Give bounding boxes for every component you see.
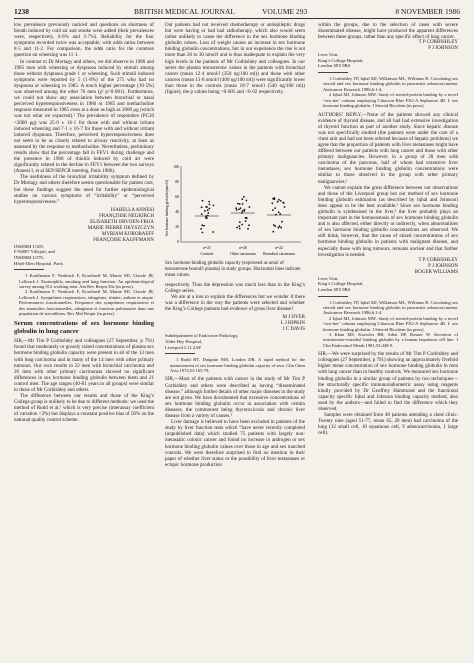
paragraph: low prevalence previously noticed and questions on shortness of breath induced by cold air and smoke were added (their prevalences were, respectively, 0·6% and 3·7%). Reliability for the four symptoms recorded twice was acceptable, with odds ratios between 8·5 and 11·2. For comparison, the odds ratio for the common question on wheezing was 11·1. xyxy=(14,22,154,59)
scatter-point xyxy=(203,225,205,227)
reference-item: 2 Iqbal MJ, Johnson MW. Study of steroid-protein binding by a novel ‘two-tier’ column employing Cibacron Blue F3G-A Sepharose 4B. I: sex hormone binding globulin. J Steroid Biochem (in press). xyxy=(323,315,458,332)
y-tick-label: 100 xyxy=(173,165,179,169)
scatter-point xyxy=(200,228,202,230)
scatter-point xyxy=(207,209,209,211)
scatter-point xyxy=(279,225,281,227)
scatter-point xyxy=(238,225,240,227)
scatter-point xyxy=(273,197,275,199)
scatter-point xyxy=(281,221,283,223)
scatter-point xyxy=(241,224,243,226)
paragraph: respectively. Thus the depression was much less than in the King’s College series. xyxy=(165,282,305,295)
scatter-point xyxy=(274,207,276,209)
y-tick-label: 60 xyxy=(175,195,179,199)
journal-title: BRITISH MEDICAL JOURNAL xyxy=(134,7,235,16)
group-label: Controls xyxy=(200,252,214,256)
scatter-point xyxy=(246,200,248,202)
scatter-point xyxy=(201,206,203,208)
scatter-point xyxy=(201,213,203,215)
column-middle-bottom xyxy=(165,282,305,658)
reference-item: 3 Khan MS, Knowles BB, Aden DP, Rosner W. Secretion of testosterone-estradiol binding globulin by a human hepatoma cell line. J Clin Endocrinol Metab 1981;53:448-9. xyxy=(323,331,458,348)
scatter-point xyxy=(249,206,251,208)
scatter-point xyxy=(241,198,243,200)
scatter-point xyxy=(205,206,207,208)
scatter-point xyxy=(242,203,244,205)
scatter-point xyxy=(273,224,275,226)
scatter-point xyxy=(202,200,204,202)
paragraph: Liver damage is believed to have been excluded in patients of the study by liver function tests which “have never recently completed (unpublished data) which studied 75 patients with largely non-metastatic colonic cancer and found no increase in androgen or sex hormone binding globulin values over those in age and sex matched controls. We were therefore surprised to find no mention in their paper of whether liver status or the possibility of liver metastases or ectopic hormone production xyxy=(165,419,305,468)
scatter-point xyxy=(204,210,206,212)
scatter-point xyxy=(278,227,280,229)
author-affiliation: INSERM U169, F-94807 Villejuif, and INSERM U179, Hôtel-Dieu Hospital, Paris xyxy=(14,243,63,266)
paragraph: SIR,—Most of the patients with cancer in the study of Mr Tim P Corbishley and others were described as having “disseminated disease,” although further details of other major diseases in the study are not given. We have documented that excessive concentrations of sex hormone binding globulin occur in association with certain diseases, the commonest being thyrotoxicosis and chronic liver disease from a variety of causes.¹ xyxy=(165,376,305,420)
scatter-point xyxy=(207,212,209,214)
author-affiliation: Liver Unit, King’s College Hospital, London SE5 9RS xyxy=(318,52,364,69)
reference-item: 1 Corbishley TP, Iqbal MJ, Wilkinson ML, Williams R. Circulating sex steroid and sex hormone binding globulin in pancreatic adenocarcinoma. Anticancer Research 1986;6:1-4. xyxy=(323,76,458,92)
y-tick-label: 40 xyxy=(175,210,179,214)
scatter-point xyxy=(272,209,274,211)
column-right xyxy=(318,22,458,658)
scatter-point xyxy=(236,209,238,211)
paragraph: Our patients had not received chemotherapy or antiepileptic drugs but were having or had had radiotherapy, which also would seem rather unlikely to cause the difference in the sex hormone binding globulin values. Loss of weight causes an increase in sex hormone binding globulin concentrations, but in our experience the rise is not more than 20 to 30 nmol/l and is thus inadequate to explain the very high levels in the patients of Mr Corbishley and colleagues. In our series the plasma testosterone values in the patients with bronchial cancer (mean 12·4 nmol/l (358 ng/100 ml)) and those with other cancers (mean 13·8 nmol/l (400 ng/100 ml)) were significantly lower than those in the controls (mean 18·7 nmol/l (540 ng/100 ml)) (figure), the p values being <0·005 and <0·02 respectively. xyxy=(165,22,305,96)
scatter-point xyxy=(278,199,280,201)
letter-heading: Serum concentrations of sex hormone binding globulin in lung cancer xyxy=(14,320,154,335)
scatter-point xyxy=(280,200,282,202)
paragraph: We cannot explain the great difference between our observations and those of the Liverpool group but our method of sex hormone binding globulin estimation (as described by Iqbal and Johnson) does appear to be the best available.² Since sex hormone binding globulin is synthesised in the liver,³ the liver probably plays an important part in the homoeostasis of sex hormone binding globulin and is also affected, either directly or indirectly, when abnormalities of sex hormone binding globulin concentrations are observed. We still think, however, that the cause of raised concentrations of sex hormone binding globulin in patients with malignant disease, and especially those with lung tumours, remains unclear and that further investigation is needed. xyxy=(318,184,458,258)
paragraph: Samples were obtained from 48 patients attending a chest clinic. Twenty nine (aged 51-77, mean 65, 20 men) had carcinoma of the lung (12 small cell, 10 squamous cell, 9 adenocarcinoma, 1 large cell). xyxy=(318,412,458,437)
scatter-point xyxy=(282,202,284,204)
reference-item: 1 Kauffmann F, Neukirch F, Korobaeff M, Marne MJ, Claude JR, Lellouch J. Eosinophils, smoking and lung function. An epidemiological survey among 912 working men. Am Rev Respir Dis (in press). xyxy=(19,273,154,289)
column-middle-top xyxy=(165,22,305,160)
figure-plot xyxy=(165,160,305,256)
scatter-point xyxy=(240,207,242,209)
scatter-point xyxy=(239,203,241,205)
scatter-point xyxy=(238,209,240,211)
journal-volume: VOLUME 293 xyxy=(262,7,308,16)
paragraph: We are at a loss to explain the differences but we wonder if there was a difference in the way the patients were selected and whether the King’s College patients had evidence of gross liver disease? xyxy=(165,294,305,313)
scatter-point xyxy=(274,225,276,227)
group-n-label: n=21 xyxy=(203,246,211,250)
paragraph: SIR,—We were surprised by the results of Mr Tim P Corbishley and colleagues (27 September, p 791) showing an approximately fivefold higher mean concentration of sex hormone binding globulin in men with lung cancer than in healthy controls. We measured sex hormone binding globulin in a similar group of patients by two techniques—the structurally specific immunoradiometric assay using reagents kindly provided by Dr Geoffrey Hammond and the functional capacity specific Iqbal and Johnson binding capacity method, also used by the authors—and failed to find the difference which they observed. xyxy=(318,351,458,413)
scatter-point xyxy=(202,232,204,234)
reference-item: 1 Corbishley TP, Iqbal MJ, Wilkinson ML, Williams R. Circulating sex steroid and sex hormone binding globulin in pancreatic adenocarcinoma. Anticancer Research 1986;6:1-4. xyxy=(323,299,458,316)
scatter-point xyxy=(205,217,207,219)
group-label: Bronchial carcinoma xyxy=(263,252,295,256)
y-tick-label: 0 xyxy=(177,240,179,244)
author-signature: ISABELLA ANNESI FRANÇOISE NEUKIRCH ELISABETH ORVOEN-FRIJA MARIE PIERRE OKYSZCZYN MYRIAM KOROBAEFF FRANÇOISE KAUFFMANN xyxy=(87,207,154,243)
scatter-point xyxy=(248,224,250,226)
paragraph: The usefulness of the bronchial irritability symptom defined by Dr Mortagy and others therefore seems questionable for patient care, but these findings suggest the need for further epidemiological studies on various symptoms of “irritability” or “perceived hyperresponsiveness.” xyxy=(14,174,154,205)
author-signature: T P CORBISHLEY P J JOHNSON ROGER WILLIAMS xyxy=(414,257,458,275)
paragraph: within the groups, due to the selection of cases with severe disseminated disease, might have produced the apparent differences between these groups, rather than any specific effect of lung cancer. xyxy=(318,22,458,41)
scatter-point xyxy=(201,224,203,226)
author-signature: M J DYER L J HIPKIN J C DAVIS xyxy=(280,315,305,333)
scatter-point xyxy=(239,221,241,223)
scatter-point xyxy=(235,207,237,209)
scatter-point xyxy=(209,204,211,206)
group-n-label: n=26 xyxy=(239,246,247,250)
issue-date: 8 NOVEMBER 1986 xyxy=(395,7,460,16)
scatter-point xyxy=(284,206,286,208)
scatter-point xyxy=(212,231,214,233)
y-tick-label: 20 xyxy=(175,225,179,229)
scatter-point xyxy=(209,208,211,210)
column-left xyxy=(14,22,154,658)
reference-item: 1 Rudd BT, Duignan NM, London DR. A rapid method for the measurement of sex hormone binding globulin capacity of sera. Clin Chim Acta 1974;55:165-78. xyxy=(170,357,305,374)
scatter-point xyxy=(246,217,248,219)
group-label: Other carcinoma xyxy=(230,252,256,256)
scatter-point xyxy=(279,213,281,215)
scatter-point xyxy=(247,228,249,230)
scatter-figure xyxy=(165,160,305,278)
author-affiliation: Subdepartment of Endocrine Pathology, Alder Hey Hospital, Liverpool L12 2AP xyxy=(165,333,239,350)
author-affiliation: Liver Unit, King’s College Hospital, London SE5 9RS xyxy=(318,275,364,292)
reference-item: 2 Kauffmann F, Neukirch F, Korobaeff M, Marne MJ, Claude JR, Lellouch J. Symptômes respiratoires, tabagisme, rhinite, asthme et atopie. Performances fonctionnelles. Fréquence des symptômes respiratoires et des anomalies fonctionnelles, tabagisme et fonction pulmonaire dans une population de travailleurs. Rev Mal Respir (in press). xyxy=(19,289,154,317)
paragraph: SIR,—Mr Tim P Corbishley and colleagues (27 September, p 791) found that moderately or grossly raised concentrations of plasma sex hormone binding globulin capacity were present in all of the 13 men with lung carcinoma and in many of the 14 men with other primary tumours. Our own results in 22 men with bronchial carcinoma and 26 men with other primary carcinomas showed no significant differences in sex hormone binding globulin between them and 21 control men. The age ranges (40-81 years in all groups) were similar to those of Mr Corbishley and others. xyxy=(14,338,154,393)
scatter-point xyxy=(237,203,239,205)
page-header xyxy=(14,6,460,19)
scatter-point xyxy=(278,211,280,213)
scatter-point xyxy=(280,227,282,229)
paragraph: The difference between our results and those of the King’s College group is unlikely to be due to different methods: we used the method of Rudd et al,¹ which is very precise (interassay coefficient of variation <3%) but displays a constant positive bias of 50% on the national quality control scheme. xyxy=(14,393,154,424)
figure-caption: Sex hormone binding globulin capacity (expressed as nmol of testosterone bound/l plasma) in study groups. Horizontal lines indicate mean values. xyxy=(165,261,301,278)
scatter-point xyxy=(243,196,245,198)
y-tick-label: 80 xyxy=(175,180,179,184)
scatter-point xyxy=(241,210,243,212)
page-number: 1238 xyxy=(14,7,29,16)
reference-item: 2 Iqbal MJ, Johnson MW. Study of steroid-protein binding by a novel ‘two-tier’ column employing Cibacron Blue F3G-A Sepharose 4B. I: sex hormone binding globulin. J Steroid Biochem (in press). xyxy=(323,92,458,109)
author-signature: T P CORBISHLEY P J JOHNSON xyxy=(418,40,458,52)
scatter-point xyxy=(243,210,245,212)
scatter-point xyxy=(245,220,247,222)
scatter-point xyxy=(236,227,238,229)
paragraph: AUTHORS’ REPLY,—None of the patients showed any clinical evidence of thyroid disease, and all had had extensive investigation of thyroid function as part of another study. Since hepatic disease was not specifically studied (the patients were under the care of a chest unit and had not been referred because of hepatic problems) we agree that the proportion of patients with liver metastases might have differed between our patients with lung cancer and those with other primary malignancies. However, in a group of 28 men with carcinoma of the pancreas, half of whom had extensive liver metastases, sex hormone binding globulin concentrations were similar to those observed in the group with other primary malignancies.¹ xyxy=(318,111,458,185)
scatter-point xyxy=(213,205,215,207)
group-n-label: n=22 xyxy=(275,246,283,250)
scatter-point xyxy=(272,231,274,233)
scatter-point xyxy=(271,202,273,204)
paragraph: In contrast to Dr Mortagy and others, we did observe in 1980 and 1985 men with wheezing or dyspnoea induced by stimuli among those without dyspnoea grade 1 or wheezing. Such stimuli induced symptoms were reported by 5 (1·8%) of the 275 who had no dyspnoea or wheezing in 1985. A much higher percentage (10·5%) was observed among the other 76 men (χ² p<0·001). Furthermore, we could not show any association between bronchial or nasal perceived hyperresponsiveness in 1980 or 1985 and methacholine response measured in 1985 even at a dose as high as 2000 μg (which was not what we expected).¹ The prevalence of responders (PC20 <2000 μg) was 25·0 ± 16·1 for those with and without irritant induced wheezing and 7·1 ± 16·7 for those with and without irritant induced dyspnoea. Therefore, perceived hyperresponsiveness does not seem to be as closely related to airway reactivity, at least as assessed by the response to methacholine. Nevertheless, preliminary results show that the percentage fall in FEV1 during challenge and the presence in 1980 of rhinitis induced by cold air were significantly related to the decline in FEV1 between the two surveys (Annesi I, et al SEP/SEPCR meeting, Paris 1986). xyxy=(14,58,154,175)
scatter-point xyxy=(208,201,210,203)
scatter-point xyxy=(277,201,279,203)
scatter-point xyxy=(239,228,241,230)
figure-y-label: Sex hormone binding globulin (nmol/l) xyxy=(165,179,169,237)
